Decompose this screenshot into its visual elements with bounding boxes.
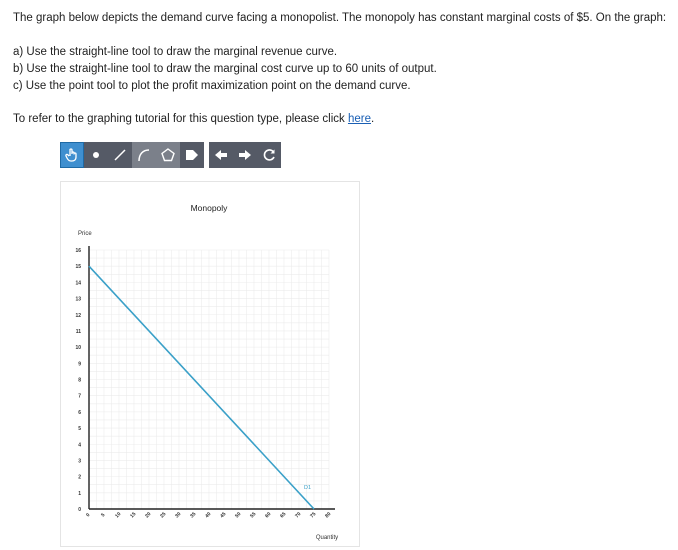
y-tick-label: 16 [75,248,81,254]
point-icon [88,147,104,163]
tutorial-text: To refer to the graphing tutorial for this question type, please click [13,113,348,125]
x-tick-label: 0 [85,512,92,519]
tag-icon [184,147,200,163]
x-tick-label: 45 [219,511,228,520]
y-tick-label: 15 [75,264,81,271]
x-axis-label: Quantity [315,535,339,541]
x-tick-label: 70 [294,511,303,520]
y-tick-label: 11 [75,328,81,335]
redo-arrow-icon [237,147,253,163]
hand-tool[interactable] [60,142,84,168]
y-tick-label: 5 [78,426,81,433]
y-tick-label: 0 [78,507,81,513]
x-tick-label: 40 [204,511,213,520]
question-parts [13,44,437,95]
hand-pointer-icon [64,147,80,163]
straight-line-icon [112,147,128,163]
question-part-b: b) Use the straight-line tool to draw the marginal cost curve up to 60 units of output. [13,63,437,75]
x-tick-label: 30 [174,511,183,520]
graph-panel[interactable] [60,181,360,547]
tutorial-line [13,113,374,125]
question-part-a: a) Use the straight-line tool to draw the marginal revenue curve. [13,46,338,58]
x-tick-label: 75 [309,511,318,520]
tutorial-end: . [371,113,375,125]
y-tick-label: 6 [78,409,81,416]
reset-button[interactable] [257,142,281,168]
series-label-d1: D1 [304,485,312,491]
x-tick-label: 35 [189,511,198,520]
x-tick-label: 10 [114,511,123,520]
y-tick-label: 3 [78,458,81,465]
label-tool[interactable] [180,142,204,168]
polygon-tool[interactable] [156,142,180,168]
curve-icon [136,147,152,163]
question-part-c: c) Use the point tool to plot the profit maximization point on the demand curve. [13,80,411,92]
x-tick-label: 55 [249,511,258,520]
reset-icon [261,147,277,163]
undo-button[interactable] [209,142,233,168]
y-tick-label: 13 [75,296,81,303]
y-tick-label: 14 [75,280,81,287]
chart-title: Monopoly [190,203,228,213]
x-tick-label: 80 [324,511,333,520]
x-tick-label: 25 [159,511,168,520]
redo-button[interactable] [233,142,257,168]
monopoly-graph[interactable] [61,182,359,546]
graph-toolbar [60,142,281,168]
pentagon-icon [160,147,176,163]
y-tick-label: 12 [75,312,81,319]
x-tick-label: 5 [100,512,107,519]
straight-line-tool[interactable] [108,142,132,168]
x-tick-label: 65 [279,511,288,520]
y-tick-label: 2 [78,474,81,481]
x-tick-label: 20 [144,511,153,520]
question-intro: The graph below depicts the demand curve facing a monopolist. The monopoly has constant marginal costs of $5. On the graph: [13,12,667,24]
tutorial-link[interactable]: here [347,113,371,125]
y-tick-label: 9 [78,361,81,368]
y-tick-label: 7 [78,393,81,400]
y-tick-label: 4 [78,442,81,449]
x-tick-label: 50 [234,511,243,520]
point-tool[interactable] [84,142,108,168]
x-tick-label: 60 [264,511,273,520]
y-tick-label: 10 [75,345,81,352]
undo-arrow-icon [213,147,229,163]
y-axis-label: Price [78,231,92,237]
x-tick-label: 15 [129,511,138,520]
y-tick-label: 1 [78,490,81,497]
curve-tool[interactable] [132,142,156,168]
y-tick-label: 8 [78,377,81,384]
